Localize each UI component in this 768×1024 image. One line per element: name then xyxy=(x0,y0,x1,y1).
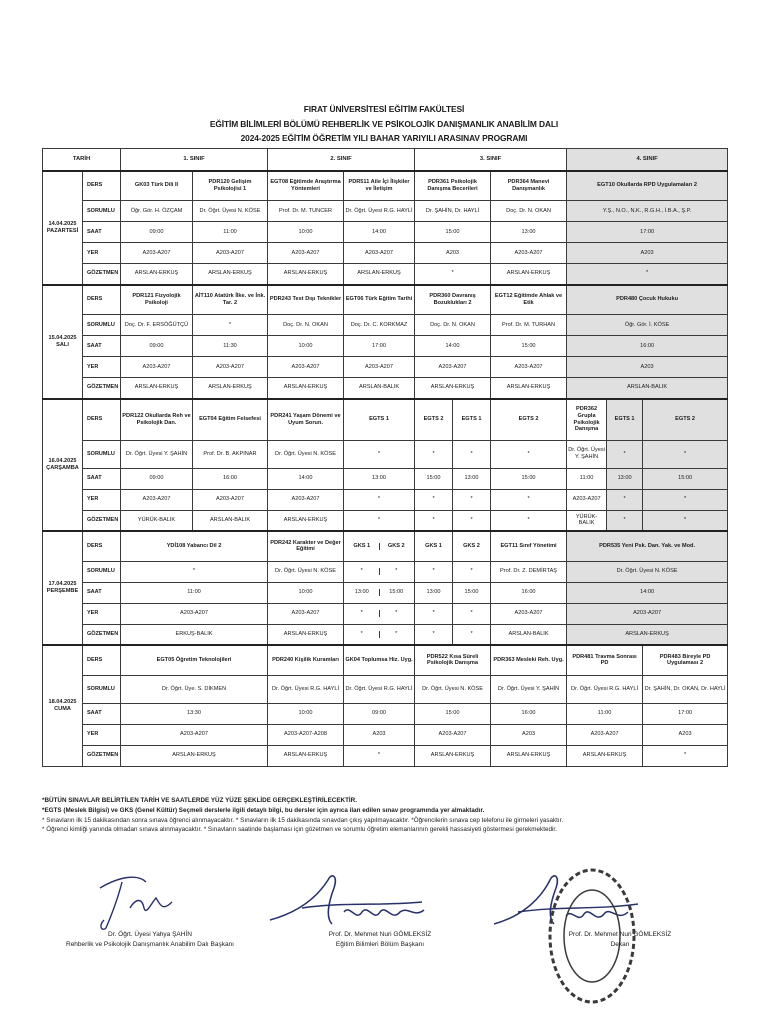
day-cell xyxy=(43,645,83,766)
row-label-sorumlu: SORUMLU xyxy=(83,201,121,222)
time-cell: 16:00 xyxy=(491,703,567,724)
header-line-3: 2024-2025 EĞİTİM ÖĞRETİM YILI BAHAR YARIYILI ARASINAV PROGRAMI xyxy=(240,133,528,143)
room-cell: A203-A207 xyxy=(491,357,567,378)
time-cell: 16:00 xyxy=(491,582,567,603)
responsible-cell: * xyxy=(453,561,491,582)
proctor-cell: ARSLAN-ERKUŞ xyxy=(268,745,344,766)
day-cell xyxy=(43,171,83,285)
row-label-gozetmen: GÖZETMEN xyxy=(83,745,121,766)
course-cell: EGT06 Türk Eğitim Tarihi xyxy=(344,285,415,315)
room-cell: A203 xyxy=(344,724,415,745)
row-label-saat: SAAT xyxy=(83,222,121,243)
room-cell: A203-A207 xyxy=(121,489,193,510)
course-cell: EGTS 2 xyxy=(643,399,728,441)
year-4-header: 4. SINIF xyxy=(567,149,728,171)
course-cell: PDR480 Çocuk Hukuku xyxy=(567,285,728,315)
proctor-cell xyxy=(344,624,415,645)
room-cell: A203-A207 xyxy=(121,357,193,378)
time-cell: 10:00 xyxy=(268,582,344,603)
row-label-saat: SAAT xyxy=(83,703,121,724)
course-cell: PDR535 Yeni Psk. Dan. Yak. ve Mod. xyxy=(567,531,728,561)
room-cell: * xyxy=(453,603,491,624)
row-label-gozetmen: GÖZETMEN xyxy=(83,378,121,399)
course-cell: PDR362 Grupla Psikolojik Danışma xyxy=(567,399,607,441)
proctor-cell: * xyxy=(344,745,415,766)
course-cell: PDR483 Bireyle PD Uygulaması 2 xyxy=(643,645,728,675)
time-cell: 13:00 xyxy=(453,468,491,489)
day-name: ÇARŞAMBA xyxy=(46,464,79,471)
signature-1-image xyxy=(90,868,180,938)
course-cell xyxy=(344,531,415,561)
day-date: 15.04.2025 xyxy=(48,334,77,341)
course-cell: EGT12 Eğitimde Ahlak ve Etik xyxy=(491,285,567,315)
time-cell: 10:00 xyxy=(268,703,344,724)
time-cell: 15:00 xyxy=(415,222,491,243)
course-cell: EGT11 Sınıf Yönetimi xyxy=(491,531,567,561)
tarih-header: TARİH xyxy=(43,149,121,171)
responsible-cell: Dr. Öğrt. Üyesi Y. ŞAHİN xyxy=(121,440,193,468)
proctor-cell: ARSLAN-BALIK xyxy=(491,624,567,645)
course-cell: GKS 1 xyxy=(415,531,453,561)
time-cell: 16:00 xyxy=(193,468,268,489)
proctor-cell: ARSLAN-ERKUŞ xyxy=(491,745,567,766)
room-cell: A203-A207 xyxy=(193,243,268,264)
row-label-ders: DERS xyxy=(83,171,121,201)
time-cell: 11:00 xyxy=(567,468,607,489)
time-cell: 10:00 xyxy=(268,222,344,243)
row-label-gozetmen: GÖZETMEN xyxy=(83,624,121,645)
course-cell: GK04 Toplumsa Hiz. Uyg. xyxy=(344,645,415,675)
note-3b: * Sınavların ilk 15 dakikasında sınavdan çıkış yapılmayacaktır. xyxy=(235,816,410,824)
responsible-cell: Prof. Dr. M. TURHAN xyxy=(491,315,567,336)
course-cell: PDR241 Yaşam Dönemi ve Uyum Sorun. xyxy=(268,399,344,441)
course-cell: GKS 2 xyxy=(387,542,405,549)
room-cell: * xyxy=(491,489,567,510)
course-cell: EGT04 Eğitim Felsefesi xyxy=(193,399,268,441)
responsible-cell: Dr. Öğrt. Üye. S. DİKMEN xyxy=(121,675,268,703)
row-label-yer: YER xyxy=(83,724,121,745)
proctor-cell: YÜRÜK-BALIK xyxy=(567,510,607,531)
course-cell: PDR240 Kişilik Kuramları xyxy=(268,645,344,675)
course-cell: PDR361 Psikolojik Danışma Becerileri xyxy=(415,171,491,201)
day-date: 17.04.2025 xyxy=(48,581,77,588)
header-line-1: FIRAT ÜNİVERSİTESİ EĞİTİM FAKÜLTESİ xyxy=(303,104,465,114)
row-label-sorumlu: SORUMLU xyxy=(83,315,121,336)
room-cell: A203-A207 xyxy=(268,603,344,624)
room-cell: A203-A207 xyxy=(268,357,344,378)
row-label-gozetmen: GÖZETMEN xyxy=(83,264,121,285)
proctor-cell: ARSLAN-BALIK xyxy=(567,378,728,399)
signature-3-title: Dekan xyxy=(610,941,630,949)
room-cell: A203-A207 xyxy=(344,243,415,264)
time-cell: 11:00 xyxy=(193,222,268,243)
proctor-cell: * xyxy=(607,510,643,531)
room-cell: A203-A207 xyxy=(491,243,567,264)
room-cell: * xyxy=(415,489,453,510)
year-1-header: 1. SINIF xyxy=(121,149,268,171)
time-cell: 15:00 xyxy=(643,468,728,489)
day-date: 14.04.2025 xyxy=(48,220,77,227)
responsible-cell: * xyxy=(415,440,453,468)
time-cell: 15:00 xyxy=(415,703,491,724)
note-4a: * Öğrenci kimliği yanında olmadan sınava alınmayacaktır. xyxy=(42,826,202,834)
time-cell: 16:00 xyxy=(567,336,728,357)
proctor-cell: ARSLAN-ERKUŞ xyxy=(193,264,268,285)
time-cell: 14:00 xyxy=(268,468,344,489)
responsible-cell: Doç. Dr. N. OKAN xyxy=(415,315,491,336)
proctor-cell: ARSLAN-BALIK xyxy=(344,378,415,399)
row-label-sorumlu: SORUMLU xyxy=(83,561,121,582)
row-label-yer: YER xyxy=(83,357,121,378)
responsible-cell: Dr. Öğrt. Üyesi N. KÖSE xyxy=(415,675,491,703)
course-cell: YDİ108 Yabancı Dil 2 xyxy=(121,531,268,561)
time-cell: 13:00 xyxy=(607,468,643,489)
proctor-cell: YÜRÜK-BALIK xyxy=(121,510,193,531)
proctor-cell: ARSLAN-ERKUŞ xyxy=(567,745,643,766)
course-cell: GKS 2 xyxy=(453,531,491,561)
course-cell: PDR363 Mesleki Reh. Uyg. xyxy=(491,645,567,675)
room-cell: * xyxy=(607,489,643,510)
time-cell: 14:00 xyxy=(415,336,491,357)
proctor-cell: * xyxy=(345,631,379,638)
course-cell: AİT110 Atatürk İlke. ve İnk. Tar. 2 xyxy=(193,285,268,315)
responsible-cell: Dr. Öğrt. Üyesi R.G. HAYLİ xyxy=(344,675,415,703)
course-cell: PDR242 Karakter ve Değer Eğitimi xyxy=(268,531,344,561)
row-label-yer: YER xyxy=(83,243,121,264)
proctor-cell: ARSLAN-ERKUŞ xyxy=(491,378,567,399)
note-1: *BÜTÜN SINAVLAR BELİRTİLEN TARİH VE SAATLERDE YÜZ YÜZE ŞEKLİDE GERÇEKLEŞTİRİLECEKTİR. xyxy=(42,797,357,804)
time-cell: 15:00 xyxy=(415,468,453,489)
course-cell: EGTS 2 xyxy=(415,399,453,441)
responsible-cell: * xyxy=(193,315,268,336)
proctor-cell: ARSLAN-ERKUŞ xyxy=(268,624,344,645)
room-cell: A203-A207 xyxy=(415,724,491,745)
responsible-cell: Dr. Öğrt. Üyesi N. KÖSE xyxy=(268,440,344,468)
proctor-cell: ARSLAN-ERKUŞ xyxy=(415,745,491,766)
room-cell: A203-A207 xyxy=(121,243,193,264)
room-cell: A203 xyxy=(567,357,728,378)
row-label-yer: YER xyxy=(83,489,121,510)
course-cell: PDR122 Okullarda Reh ve Psikolojik Dan. xyxy=(121,399,193,441)
time-cell: 15:00 xyxy=(491,468,567,489)
exam-schedule-table xyxy=(42,148,728,767)
responsible-cell: Dr. Öğrt. Üyesi R.G. HAYLİ xyxy=(567,675,643,703)
room-cell: A203-A207 xyxy=(567,603,728,624)
proctor-cell: * xyxy=(643,510,728,531)
room-cell xyxy=(344,603,415,624)
day-cell xyxy=(43,285,83,399)
signature-3-name: Prof. Dr. Mehmet Nuri GÖMLEKSİZ xyxy=(568,931,672,938)
responsible-cell: Öğr. Gör. İ. KÖSE xyxy=(567,315,728,336)
room-cell: A203-A207 xyxy=(193,357,268,378)
room-cell: * xyxy=(344,489,415,510)
proctor-cell: * xyxy=(415,264,491,285)
room-cell: A203-A207 xyxy=(193,489,268,510)
proctor-cell: ARSLAN-ERKUŞ xyxy=(491,264,567,285)
responsible-cell: Doç. Dr. N. OKAN xyxy=(268,315,344,336)
responsible-cell xyxy=(344,561,415,582)
responsible-cell: Prof. Dr. M. TUNCER xyxy=(268,201,344,222)
day-date: 16.04.2025 xyxy=(48,458,77,465)
proctor-cell: ARSLAN-ERKUŞ xyxy=(121,264,193,285)
day-name: SALI xyxy=(56,341,69,348)
responsible-cell: Dr. Öğrt. Üyesi Y. ŞAHİN xyxy=(491,675,567,703)
proctor-cell: ARSLAN-ERKUŞ xyxy=(268,378,344,399)
time-cell: 15:00 xyxy=(389,589,404,596)
room-cell: * xyxy=(395,610,398,617)
room-cell: A203-A207 xyxy=(121,603,268,624)
room-cell: * xyxy=(415,603,453,624)
room-cell: A203-A207-A208 xyxy=(268,724,344,745)
row-label-ders: DERS xyxy=(83,285,121,315)
room-cell: A203 xyxy=(643,724,728,745)
room-cell: A203-A207 xyxy=(415,357,491,378)
note-2: *EGTS (Meslek Bilgisi) ve GKS (Genel Kültür) Seçmeli derslerle ilgili detaylı bilgi, bu dersler için ayrıca ilan edilen sınav programında yer almaktadır. xyxy=(42,806,485,814)
proctor-cell: * xyxy=(415,510,453,531)
proctor-cell: ARSLAN-ERKUŞ xyxy=(121,745,268,766)
time-cell: 13:00 xyxy=(344,468,415,489)
room-cell: * xyxy=(345,610,379,617)
responsible-cell: * xyxy=(415,561,453,582)
time-cell: 17:00 xyxy=(567,222,728,243)
time-cell: 09:00 xyxy=(121,336,193,357)
course-cell: EGTS 1 xyxy=(607,399,643,441)
proctor-cell: ARSLAN-ERKUŞ xyxy=(567,624,728,645)
course-cell: PDR522 Kısa Süreli Psikolojik Danışma xyxy=(415,645,491,675)
day-cell xyxy=(43,531,83,645)
time-cell: 15:00 xyxy=(453,582,491,603)
signature-2-title: Eğitim Bilimleri Bölüm Başkanı xyxy=(335,941,425,949)
time-cell: 09:00 xyxy=(121,222,193,243)
note-3 xyxy=(42,816,727,826)
year-3-header: 3. SINIF xyxy=(415,149,567,171)
course-cell: PDR364 Manevi Danışmanlık xyxy=(491,171,567,201)
responsible-cell: Dr. Öğrt. Üyesi R.G. HAYLİ xyxy=(344,201,415,222)
responsible-cell: Prof. Dr. B. AKPINAR xyxy=(193,440,268,468)
row-label-sorumlu: SORUMLU xyxy=(83,675,121,703)
responsible-cell: * xyxy=(344,440,415,468)
time-cell: 11:00 xyxy=(121,582,268,603)
time-cell: 13:00 xyxy=(491,222,567,243)
day-name: CUMA xyxy=(54,705,71,712)
proctor-cell: * xyxy=(453,624,491,645)
course-cell: PDR360 Davranış Bozuklukları 2 xyxy=(415,285,491,315)
responsible-cell: * xyxy=(607,440,643,468)
room-cell: A203-A207 xyxy=(491,603,567,624)
row-label-saat: SAAT xyxy=(83,582,121,603)
responsible-cell: * xyxy=(453,440,491,468)
proctor-cell: * xyxy=(453,510,491,531)
note-4b: * Sınavların saatinde başlaması için gözetmen ve sorumlu öğretim elemanlarının gerekli hassasiyeti göstermesi gerekmektedir. xyxy=(203,826,557,834)
proctor-cell: ARSLAN-ERKUŞ xyxy=(268,510,344,531)
proctor-cell: * xyxy=(643,745,728,766)
responsible-cell: Dr. Öğrt. Üyesi N. KÖSE xyxy=(567,561,728,582)
room-cell: A203 xyxy=(415,243,491,264)
course-cell: EGT08 Eğitimde Araştırma Yöntemleri xyxy=(268,171,344,201)
header-line-2: EĞİTİM BİLİMLERİ BÖLÜMÜ REHBERLİK VE PSİKOLOJİK DANIŞMANLIK ANABİLİM DALI xyxy=(209,119,559,129)
course-cell: PDR120 Gelişim Psikolojisi 1 xyxy=(193,171,268,201)
room-cell: A203-A207 xyxy=(268,243,344,264)
day-date: 18.04.2025 xyxy=(48,699,77,706)
responsible-cell: Doç. Dr. N. OKAN xyxy=(491,201,567,222)
time-cell: 11:30 xyxy=(193,336,268,357)
row-label-ders: DERS xyxy=(83,399,121,441)
course-cell: PDR243 Test Dışı Teknikler xyxy=(268,285,344,315)
row-label-ders: DERS xyxy=(83,531,121,561)
row-label-yer: YER xyxy=(83,603,121,624)
time-cell: 13:00 xyxy=(345,589,379,596)
course-cell: EGTS 2 xyxy=(491,399,567,441)
room-cell: A203 xyxy=(567,243,728,264)
time-cell: 11:00 xyxy=(567,703,643,724)
time-cell: 13:00 xyxy=(415,582,453,603)
responsible-cell: * xyxy=(395,568,398,575)
time-cell: 17:00 xyxy=(643,703,728,724)
time-cell: 14:00 xyxy=(344,222,415,243)
responsible-cell: Dr. Öğrt. Üyesi N. KÖSE xyxy=(268,561,344,582)
day-cell xyxy=(43,399,83,532)
room-cell: A203-A207 xyxy=(268,489,344,510)
proctor-cell: ARSLAN-ERKUŞ xyxy=(415,378,491,399)
proctor-cell: ARSLAN-ERKUŞ xyxy=(121,378,193,399)
responsible-cell: Dr. Öğrt. Üyesi R.G. HAYLİ xyxy=(268,675,344,703)
room-cell: A203-A207 xyxy=(121,724,268,745)
proctor-cell: ARSLAN-BALIK xyxy=(193,510,268,531)
time-cell: 17:00 xyxy=(344,336,415,357)
responsible-cell: Y.Ş., N.O., N.K., R.G.H., İ.B.A., Ş.P. xyxy=(567,201,728,222)
course-cell: GKS 1 xyxy=(345,543,379,550)
room-cell: A203-A207 xyxy=(344,357,415,378)
course-cell: EGTS 1 xyxy=(344,399,415,441)
course-cell: PDR121 Fizyolojik Psikoloji xyxy=(121,285,193,315)
room-cell: A203-A207 xyxy=(567,489,607,510)
responsible-cell: Öğr. Gör. H. ÖZÇAM xyxy=(121,201,193,222)
time-cell: 09:00 xyxy=(344,703,415,724)
signature-2-name: Prof. Dr. Mehmet Nuri GÖMLEKSİZ xyxy=(328,931,432,938)
responsible-cell: * xyxy=(643,440,728,468)
course-cell: PDR511 Aile İçi İlişkiler ve İletişim xyxy=(344,171,415,201)
notes xyxy=(42,796,727,835)
row-label-gozetmen: GÖZETMEN xyxy=(83,510,121,531)
proctor-cell: ARSLAN-ERKUŞ xyxy=(344,264,415,285)
proctor-cell: * xyxy=(395,630,398,637)
course-cell: PDR481 Travma Sonrası PD xyxy=(567,645,643,675)
row-label-ders: DERS xyxy=(83,645,121,675)
proctor-cell: * xyxy=(567,264,728,285)
year-2-header: 2. SINIF xyxy=(268,149,415,171)
time-cell: 09:00 xyxy=(121,468,193,489)
note-4 xyxy=(42,825,727,835)
row-label-sorumlu: SORUMLU xyxy=(83,440,121,468)
signature-1-name: Dr. Öğrt. Üyesi Yahya ŞAHİN xyxy=(108,931,192,938)
proctor-cell: ARSLAN-ERKUŞ xyxy=(193,378,268,399)
time-cell: 13:30 xyxy=(121,703,268,724)
responsible-cell: Dr. ŞAHİN, Dr. HAYLİ xyxy=(415,201,491,222)
proctor-cell: * xyxy=(491,510,567,531)
note-3a: * Sınavların ilk 15 dakikasından sonra sınava öğrenci alınmayacaktır. xyxy=(42,816,235,824)
responsible-cell: Dr. ŞAHİN, Dr. OKAN, Dr. HAYLİ xyxy=(643,675,728,703)
signature-block-2 xyxy=(280,930,480,951)
time-cell: 14:00 xyxy=(567,582,728,603)
row-label-saat: SAAT xyxy=(83,336,121,357)
course-cell: EGT10 Okullarda RPD Uygulamaları 2 xyxy=(567,171,728,201)
signature-block-3 xyxy=(520,930,720,951)
room-cell: A203-A207 xyxy=(567,724,643,745)
course-cell: EGTS 1 xyxy=(453,399,491,441)
proctor-cell: ARSLAN-ERKUŞ xyxy=(268,264,344,285)
responsible-cell: Doç. Dr. F. ERSÖĞÜTÇÜ xyxy=(121,315,193,336)
responsible-cell: * xyxy=(491,440,567,468)
course-cell: EGT05 Öğretim Teknolojileri xyxy=(121,645,268,675)
day-name: PERŞEMBE xyxy=(46,588,79,595)
responsible-cell: Dr. Öğrt. Üyesi Y. ŞAHİN xyxy=(567,440,607,468)
proctor-cell: * xyxy=(344,510,415,531)
time-cell: 15:00 xyxy=(491,336,567,357)
room-cell: A203 xyxy=(491,724,567,745)
row-label-saat: SAAT xyxy=(83,468,121,489)
signature-block-1 xyxy=(50,930,250,951)
responsible-cell: * xyxy=(121,561,268,582)
proctor-cell: ERKUŞ-BALIK xyxy=(121,624,268,645)
responsible-cell: Dr. Öğrt. Üyesi N. KÖSE xyxy=(193,201,268,222)
responsible-cell: Doç. Dr. C. KORKMAZ xyxy=(344,315,415,336)
responsible-cell: * xyxy=(345,568,379,575)
note-3c: *Öğrencilerin sınava cep telefonu ile girmeleri yasaktır. xyxy=(411,816,564,824)
room-cell: * xyxy=(643,489,728,510)
course-cell: GK03 Türk Dili II xyxy=(121,171,193,201)
room-cell: * xyxy=(453,489,491,510)
signature-1-title: Rehberlik ve Psikolojik Danışmanlık Anabilim Dalı Başkanı xyxy=(66,941,234,949)
day-name: PAZARTESİ xyxy=(46,227,79,234)
time-cell: 10:00 xyxy=(268,336,344,357)
proctor-cell: * xyxy=(415,624,453,645)
responsible-cell: Prof. Dr. Z. DEMİRTAŞ xyxy=(491,561,567,582)
time-cell xyxy=(344,582,415,603)
